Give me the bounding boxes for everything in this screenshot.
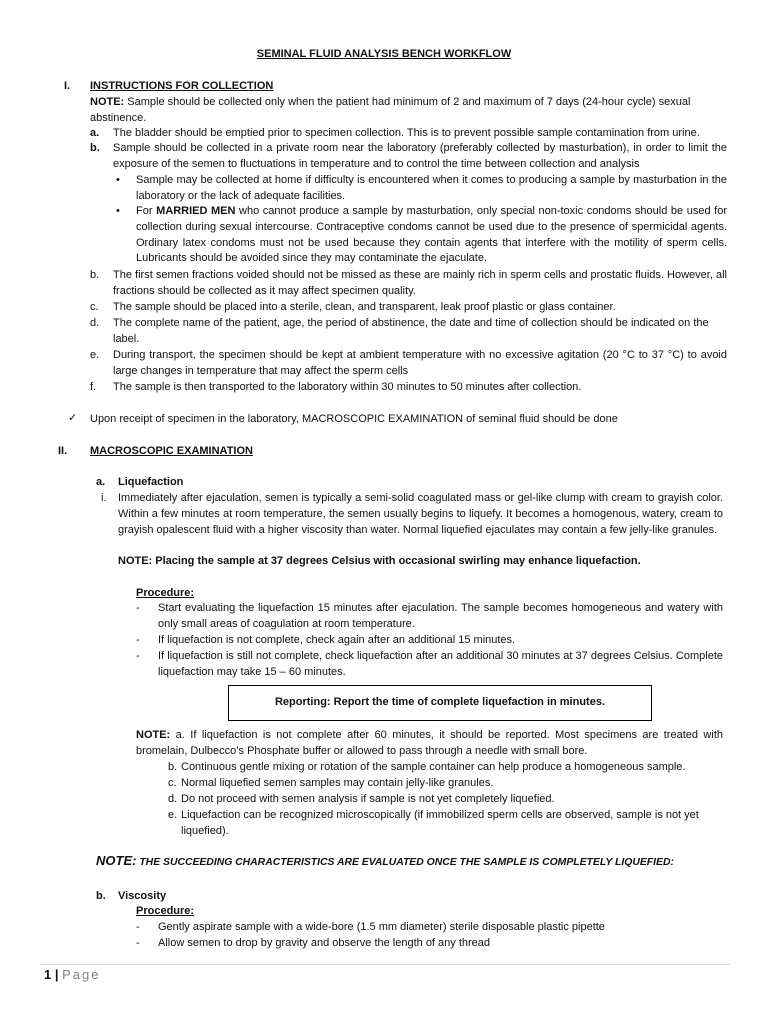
note-item-label: d. bbox=[168, 793, 178, 805]
section-2-heading: MACROSCOPIC EXAMINATION bbox=[90, 445, 253, 457]
big-note-label: NOTE: bbox=[96, 853, 137, 868]
note-item-text: Continuous gentle mixing or rotation of the sample container can help produce a homogeneous sample. bbox=[181, 761, 686, 773]
section-1-number: I. bbox=[64, 80, 71, 92]
dash: - bbox=[136, 650, 140, 662]
reporting-text: Reporting: Report the time of complete liquefaction in minutes. bbox=[274, 696, 606, 709]
roman-label: i. bbox=[101, 492, 107, 504]
married-men: MARRIED MEN bbox=[156, 205, 236, 217]
checkmark-icon: ✓ bbox=[68, 412, 78, 424]
section-1-heading: INSTRUCTIONS FOR COLLECTION bbox=[90, 80, 274, 92]
bullet-text: For MARRIED MEN who cannot produce a sample by masturbation, only special non-toxic condoms should be used for collection during sexual intercourse. Contraceptive condoms cannot be used due to the presence of spermicidal agents. Ordinary latex condoms must not be used because they contain agents that interfere with the motility of sperm cells. Lubricants should be avoided since they may contaminate the ejaculate. bbox=[136, 205, 727, 265]
bullet-icon: • bbox=[116, 205, 120, 217]
procedure-heading: Procedure: bbox=[136, 905, 195, 917]
procedure-item: Start evaluating the liquefaction 15 minutes after ejaculation. The sample becomes homogeneous and watery with only small areas of coagulation at room temperature. bbox=[158, 602, 723, 630]
note-2-label: NOTE: bbox=[136, 729, 171, 741]
section-2-number: II. bbox=[58, 445, 68, 457]
big-note-text: THE SUCCEEDING CHARACTERISTICS ARE EVALUATED ONCE THE SAMPLE IS COMPLETELY LIQUEFIED: bbox=[136, 857, 674, 868]
subsection-label: a. bbox=[96, 476, 106, 488]
procedure-item: If liquefaction is still not complete, check liquefaction after an additional 30 minutes at 37 degrees Celsius. Complete liquefaction may take 15 – 60 minutes. bbox=[158, 650, 723, 678]
bullet-text: Sample may be collected at home if difficulty is encountered when it comes to producing a sample by masturbation in the laboratory or the lack of adequate facilities. bbox=[136, 174, 727, 202]
item-text: The complete name of the patient, age, the period of abstinence, the date and time of collection should be indicated on the label. bbox=[113, 317, 709, 345]
dash: - bbox=[136, 921, 140, 933]
item-label: b. bbox=[90, 142, 100, 154]
note-item-text: Normal liquefied semen samples may contain jelly-like granules. bbox=[181, 777, 494, 789]
item-text: Sample should be collected in a private room near the laboratory (preferably collected by masturbation), in order to limit the exposure of the semen to fluctuations in temperature and to control the time between collection and analysis bbox=[113, 142, 727, 170]
dash: - bbox=[136, 937, 140, 949]
note-label: NOTE: bbox=[90, 96, 125, 108]
footer-divider bbox=[40, 964, 730, 965]
reporting-box bbox=[228, 685, 652, 721]
note-item-text: Do not proceed with semen analysis if sample is not yet completely liquefied. bbox=[181, 793, 555, 805]
item-text: The first semen fractions voided should not be missed as these are mainly rich in sperm cells and prostatic fluids. However, all fractions should be collected as it may affect specimen quality. bbox=[113, 269, 727, 297]
item-text: The sample is then transported to the laboratory within 30 minutes to 50 minutes after collection. bbox=[113, 381, 582, 393]
note-item-label: e. bbox=[168, 809, 178, 821]
item-label: e. bbox=[90, 349, 100, 361]
dash: - bbox=[136, 634, 140, 646]
item-text: During transport, the specimen should be kept at ambient temperature with no excessive agitation (20 °C to 37 °C) to avoid large changes in temperature that may affect the sperm cells bbox=[113, 349, 727, 377]
subsection-label: b. bbox=[96, 890, 106, 902]
note-text: Sample should be collected only when the patient had minimum of 2 and maximum of 7 days (24-hour cycle) sexual abstinence. bbox=[90, 96, 691, 124]
item-text: The bladder should be emptied prior to specimen collection. This is to prevent possible sample contamination from urine. bbox=[113, 127, 700, 139]
note-item-label: b. bbox=[168, 761, 178, 773]
subsection-title: Liquefaction bbox=[118, 476, 184, 488]
dash: - bbox=[136, 602, 140, 614]
item-text: The sample should be placed into a sterile, clean, and transparent, leak proof plastic or glass container. bbox=[113, 301, 616, 313]
page-footer bbox=[44, 967, 101, 983]
item-label: a. bbox=[90, 127, 100, 139]
document-title: SEMINAL FLUID ANALYSIS BENCH WORKFLOW bbox=[256, 48, 512, 60]
item-label: d. bbox=[90, 317, 100, 329]
item-label: b. bbox=[90, 269, 100, 281]
bullet-icon: • bbox=[116, 174, 120, 186]
liquefaction-note: NOTE: Placing the sample at 37 degrees Celsius with occasional swirling may enhance liquefaction. bbox=[118, 555, 641, 567]
note-2 bbox=[136, 728, 723, 760]
liquefaction-text: Immediately after ejaculation, semen is typically a semi-solid coagulated mass or gel-like clump with cream to grayish color. Within a few minutes at room temperature, the semen usually begins to liquefy. It becomes a homogenous, watery, cream to grayish opalescent fluid with a higher viscosity than water. Normal liquefied ejaculates may contain a few jelly-like granules. bbox=[118, 492, 723, 536]
procedure-item: Allow semen to drop by gravity and observe the length of any thread bbox=[158, 937, 491, 949]
note-item-label: c. bbox=[168, 777, 177, 789]
procedure-item: If liquefaction is not complete, check again after an additional 15 minutes. bbox=[158, 634, 516, 646]
page-number: 1 bbox=[44, 967, 52, 982]
abstinence-note bbox=[90, 95, 726, 127]
subsection-title: Viscosity bbox=[118, 890, 167, 902]
procedure-item: Gently aspirate sample with a wide-bore (1.5 mm diameter) sterile disposable plastic pipette bbox=[158, 921, 605, 933]
succeeding-note bbox=[96, 853, 736, 871]
note-item-text: Liquefaction can be recognized microscopically (if immobilized sperm cells are observed, sample is not yet liquefied). bbox=[181, 809, 699, 837]
note-2-text: a. If liquefaction is not complete after 60 minutes, it should be reported. Most specimens are treated with bromelain, Dulbecco’s Phosphate buffer or allowed to pass through a needle with small bore. bbox=[136, 729, 723, 757]
page-word: Page bbox=[62, 967, 101, 982]
item-label: f. bbox=[90, 381, 97, 393]
item-label: c. bbox=[90, 301, 99, 313]
procedure-heading: Procedure: bbox=[136, 587, 195, 599]
footer-pipe: | bbox=[54, 967, 59, 982]
check-text: Upon receipt of specimen in the laboratory, MACROSCOPIC EXAMINATION of seminal fluid should be done bbox=[90, 413, 618, 425]
